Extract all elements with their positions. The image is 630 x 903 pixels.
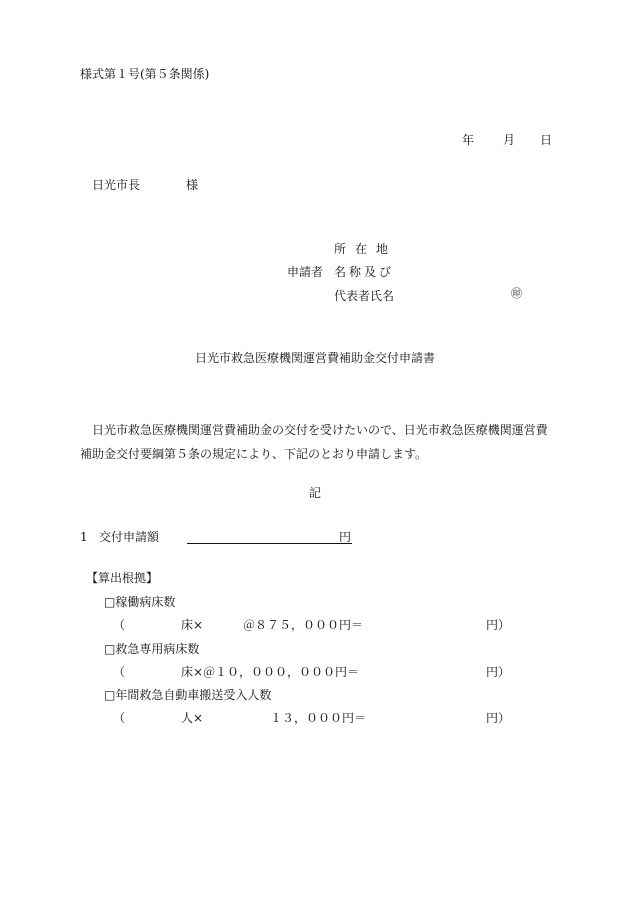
basis-item-operating-beds: □稼働病床数 (104, 595, 176, 609)
amount-item-number: 1 (80, 530, 88, 544)
basis-item-emergency-beds-formula: 床×＠１０，０００，０００円＝ (181, 665, 360, 679)
basis-item-emergency-beds-total: 円） (486, 665, 511, 679)
ki-heading: 記 (308, 486, 321, 500)
document-title: 日光市救急医療機関運営費補助金交付申請書 (194, 351, 435, 365)
amount-unit: 円 (339, 530, 352, 544)
amount-label: 交付申請額 (99, 530, 160, 544)
basis-item-emergency-beds-paren: （ (113, 665, 126, 679)
seal-mark: ㊞ (511, 287, 522, 300)
basis-item-ambulance-intake: □年間救急自動車搬送受入人数 (104, 688, 272, 702)
application-statement: 日光市救急医療機関運営費補助金の交付を受けたいので、日光市救急医療機関運営費補助金交付要綱第５条の規定により、下記のとおり申請します。 (80, 423, 548, 461)
basis-item-ambulance-intake-total: 円） (486, 711, 511, 725)
name-label-line2: 代表者氏名 (334, 289, 395, 303)
date-month-label: 月 (503, 133, 516, 147)
addressee (92, 179, 198, 191)
basis-item-ambulance-intake-unit: 人× (181, 711, 204, 725)
date-day-label: 日 (540, 133, 553, 147)
form-number-label: 様式第１号(第５条関係) (80, 67, 210, 81)
basis-item-emergency-beds: □救急専用病床数 (104, 642, 200, 656)
basis-item-operating-beds-price: ＠８７５，０００円＝ (243, 618, 364, 632)
date-year-label: 年 (462, 133, 475, 147)
amount-blank-line (187, 531, 352, 544)
basis-item-operating-beds-unit: 床× (181, 618, 204, 632)
basis-item-operating-beds-paren: （ (113, 618, 126, 632)
applicant-label: 申請者 (287, 265, 324, 279)
basis-item-ambulance-intake-price: １３，０００円＝ (270, 711, 367, 725)
location-label: 所在地 (334, 242, 398, 256)
addressee-name: 日光市長 (92, 178, 141, 192)
basis-item-ambulance-intake-paren: （ (113, 711, 126, 725)
basis-heading: 【算出根拠】 (86, 571, 159, 585)
name-label-line1: 名称及び (334, 265, 395, 279)
basis-item-operating-beds-total: 円） (486, 618, 511, 632)
addressee-honorific: 様 (186, 178, 199, 192)
